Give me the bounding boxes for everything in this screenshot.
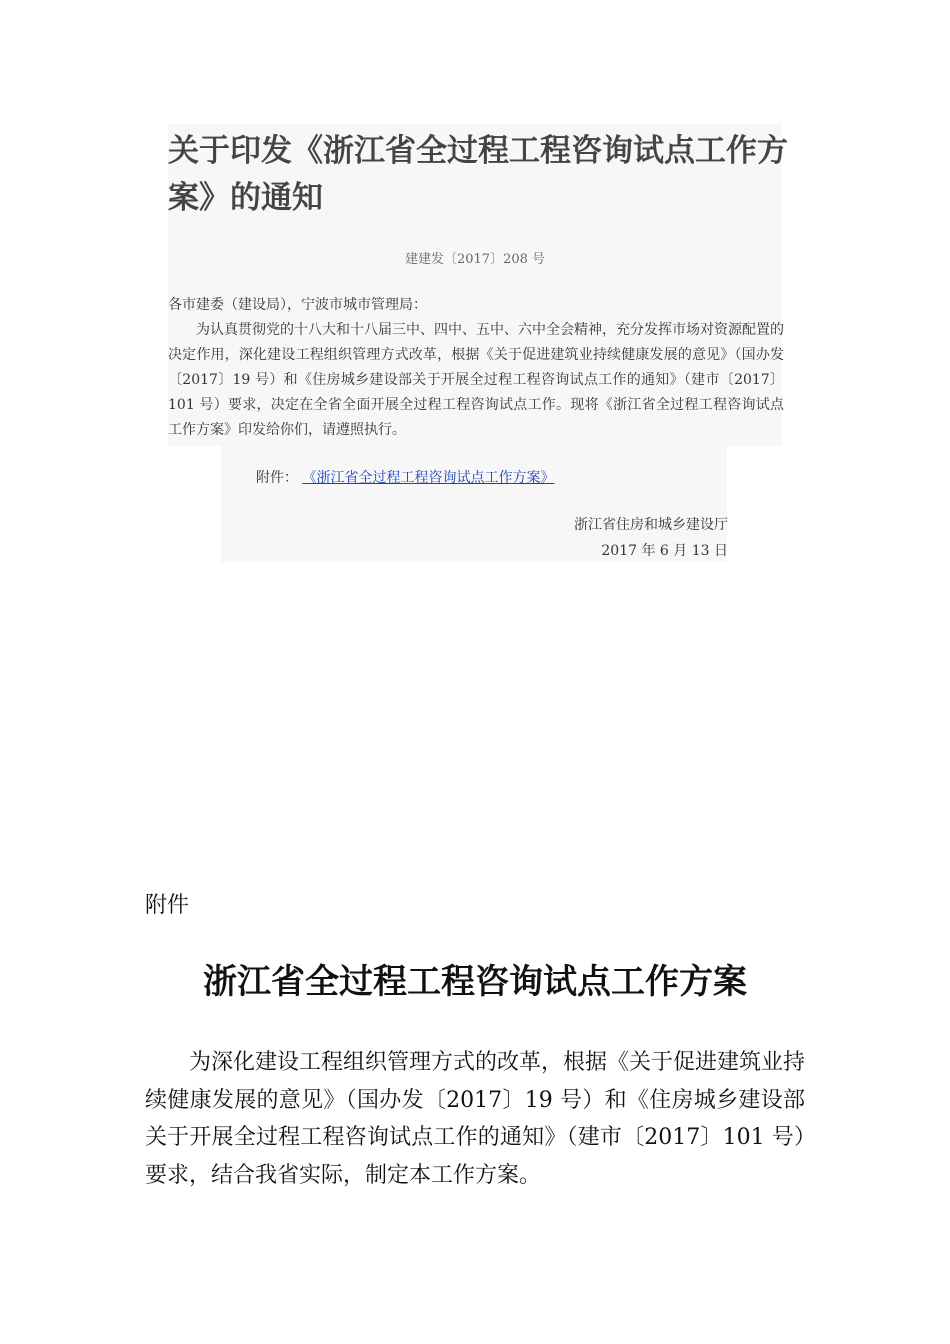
notice-body [168, 318, 784, 443]
attachment-paragraph: 为深化建设工程组织管理方式的改革，根据《关于促进建筑业持续健康发展的意见》（国办发〔2017〕19 号）和《住房城乡建设部关于开展全过程工程咨询试点工作的通知》（建市〔2017〕101 号）要求，结合我省实际，制定本工作方案。 [145, 1050, 806, 1188]
signer: 浙江省住房和城乡建设厅 [574, 517, 728, 533]
appendix-link[interactable]: 《浙江省全过程工程咨询试点工作方案》 [302, 470, 555, 486]
sign-date: 2017 年 6 月 13 日 [601, 543, 728, 559]
attachment-body [145, 1044, 805, 1194]
attachment-title: 浙江省全过程工程咨询试点工作方案 [203, 962, 747, 1002]
document-number: 建建发〔2017〕208 号 [404, 252, 546, 267]
appendix-label: 附件： [256, 470, 298, 486]
attachment-label: 附件 [145, 893, 190, 918]
appendix-line [256, 467, 554, 487]
notice-paragraph: 为认真贯彻党的十八大和十八届三中、四中、五中、六中全会精神，充分发挥市场对资源配置的决定作用，深化建设工程组织管理方式改革，根据《关于促进建筑业持续健康发展的意见》（国办发〔2017〕19 号）和《住房城乡建设部关于开展全过程工程咨询试点工作的通知》（建市〔2017〕101 号）要求，决定在全省全面开展全过程工程咨询试点工作。现将《浙江省全过程工程咨询试点工作方案》印发给你们，请遵照执行。 [168, 322, 784, 438]
notice-title: 关于印发《浙江省全过程工程咨询试点工作方案》的通知 [168, 133, 788, 216]
salutation: 各市建委（建设局），宁波市城市管理局： [168, 297, 427, 313]
